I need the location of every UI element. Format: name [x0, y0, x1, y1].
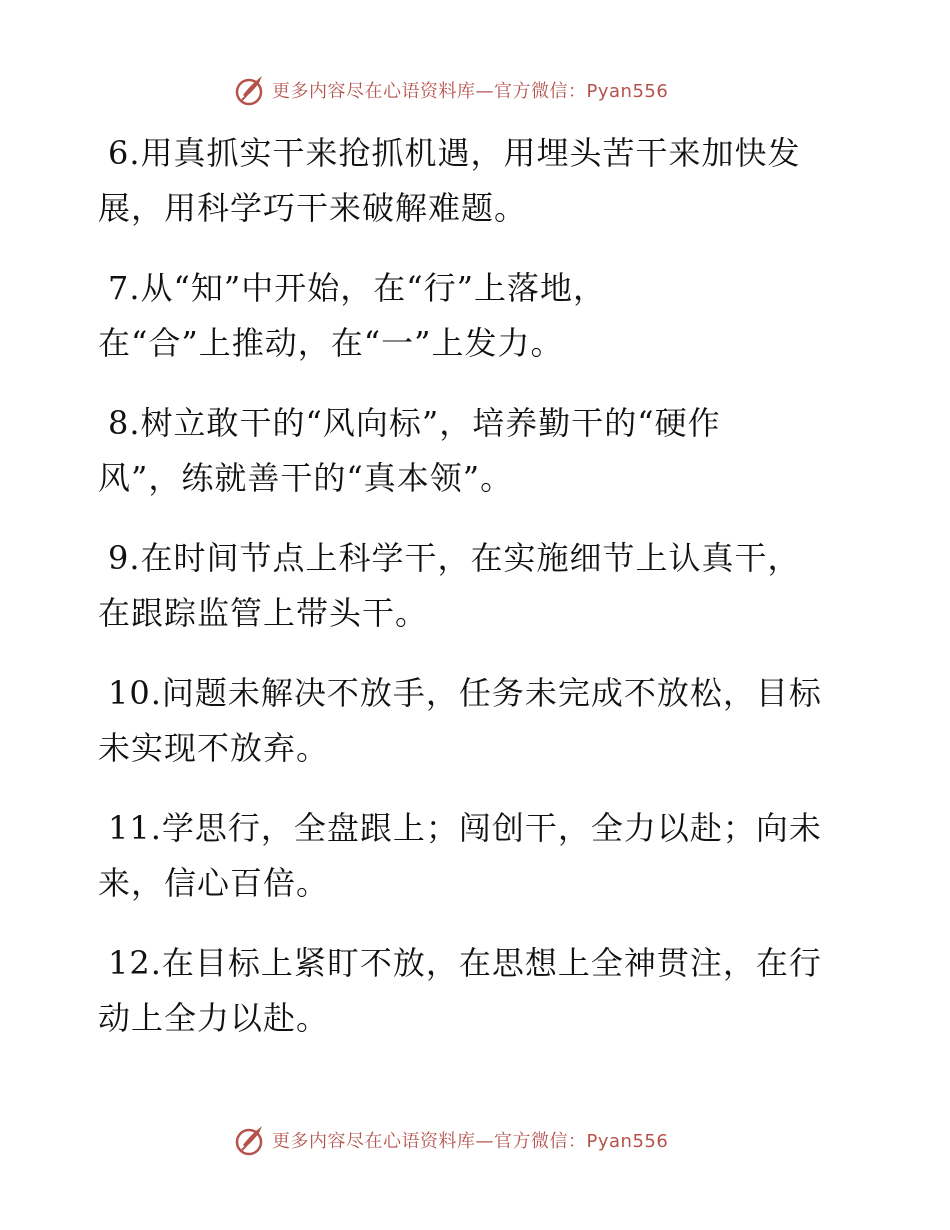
watermark-text: 更多内容尽在心语资料库—官方微信：Pyan556: [272, 1131, 669, 1152]
list-item: [98, 936, 858, 1046]
item-line: 9.在时间节点上科学干，在实施细节上认真干，: [108, 539, 801, 577]
list-item: [98, 531, 858, 641]
list-item: [98, 801, 858, 911]
item-line: 6.用真抓实干来抢抓机遇，用埋头苦干来加快发: [108, 134, 801, 172]
watermark-text: 更多内容尽在心语资料库—官方微信：Pyan556: [272, 81, 669, 102]
list-item: [98, 261, 858, 371]
list-item: [98, 666, 858, 776]
item-line: 12.在目标上紧盯不放，在思想上全神贯注，在行: [108, 944, 822, 982]
pen-logo-icon: [234, 1123, 268, 1157]
list-item: [98, 396, 858, 506]
item-line: 10.问题未解决不放手，任务未完成不放松，目标: [108, 674, 822, 712]
item-line: 8.树立敢干的“风向标”，培养勤干的“硬作: [108, 404, 721, 442]
footer-watermark: [234, 1122, 668, 1158]
item-line: 未实现不放弃。: [98, 729, 330, 767]
item-line: 风”，练就善干的“真本领”。: [98, 459, 514, 497]
item-line: 动上全力以赴。: [98, 999, 330, 1037]
list-item: [98, 126, 858, 236]
header-watermark: [234, 72, 668, 108]
item-line: 展，用科学巧干来破解难题。: [98, 189, 528, 227]
item-line: 来，信心百倍。: [98, 864, 330, 902]
item-line: 11.学思行，全盘跟上；闯创干，全力以赴；向未: [108, 809, 822, 847]
item-line: 7.从“知”中开始，在“行”上落地，: [108, 269, 606, 307]
item-line: 在“合”上推动，在“一”上发力。: [98, 324, 564, 362]
item-line: 在跟踪监管上带头干。: [98, 594, 429, 632]
document-body: [98, 126, 858, 1071]
pen-logo-icon: [234, 73, 268, 107]
